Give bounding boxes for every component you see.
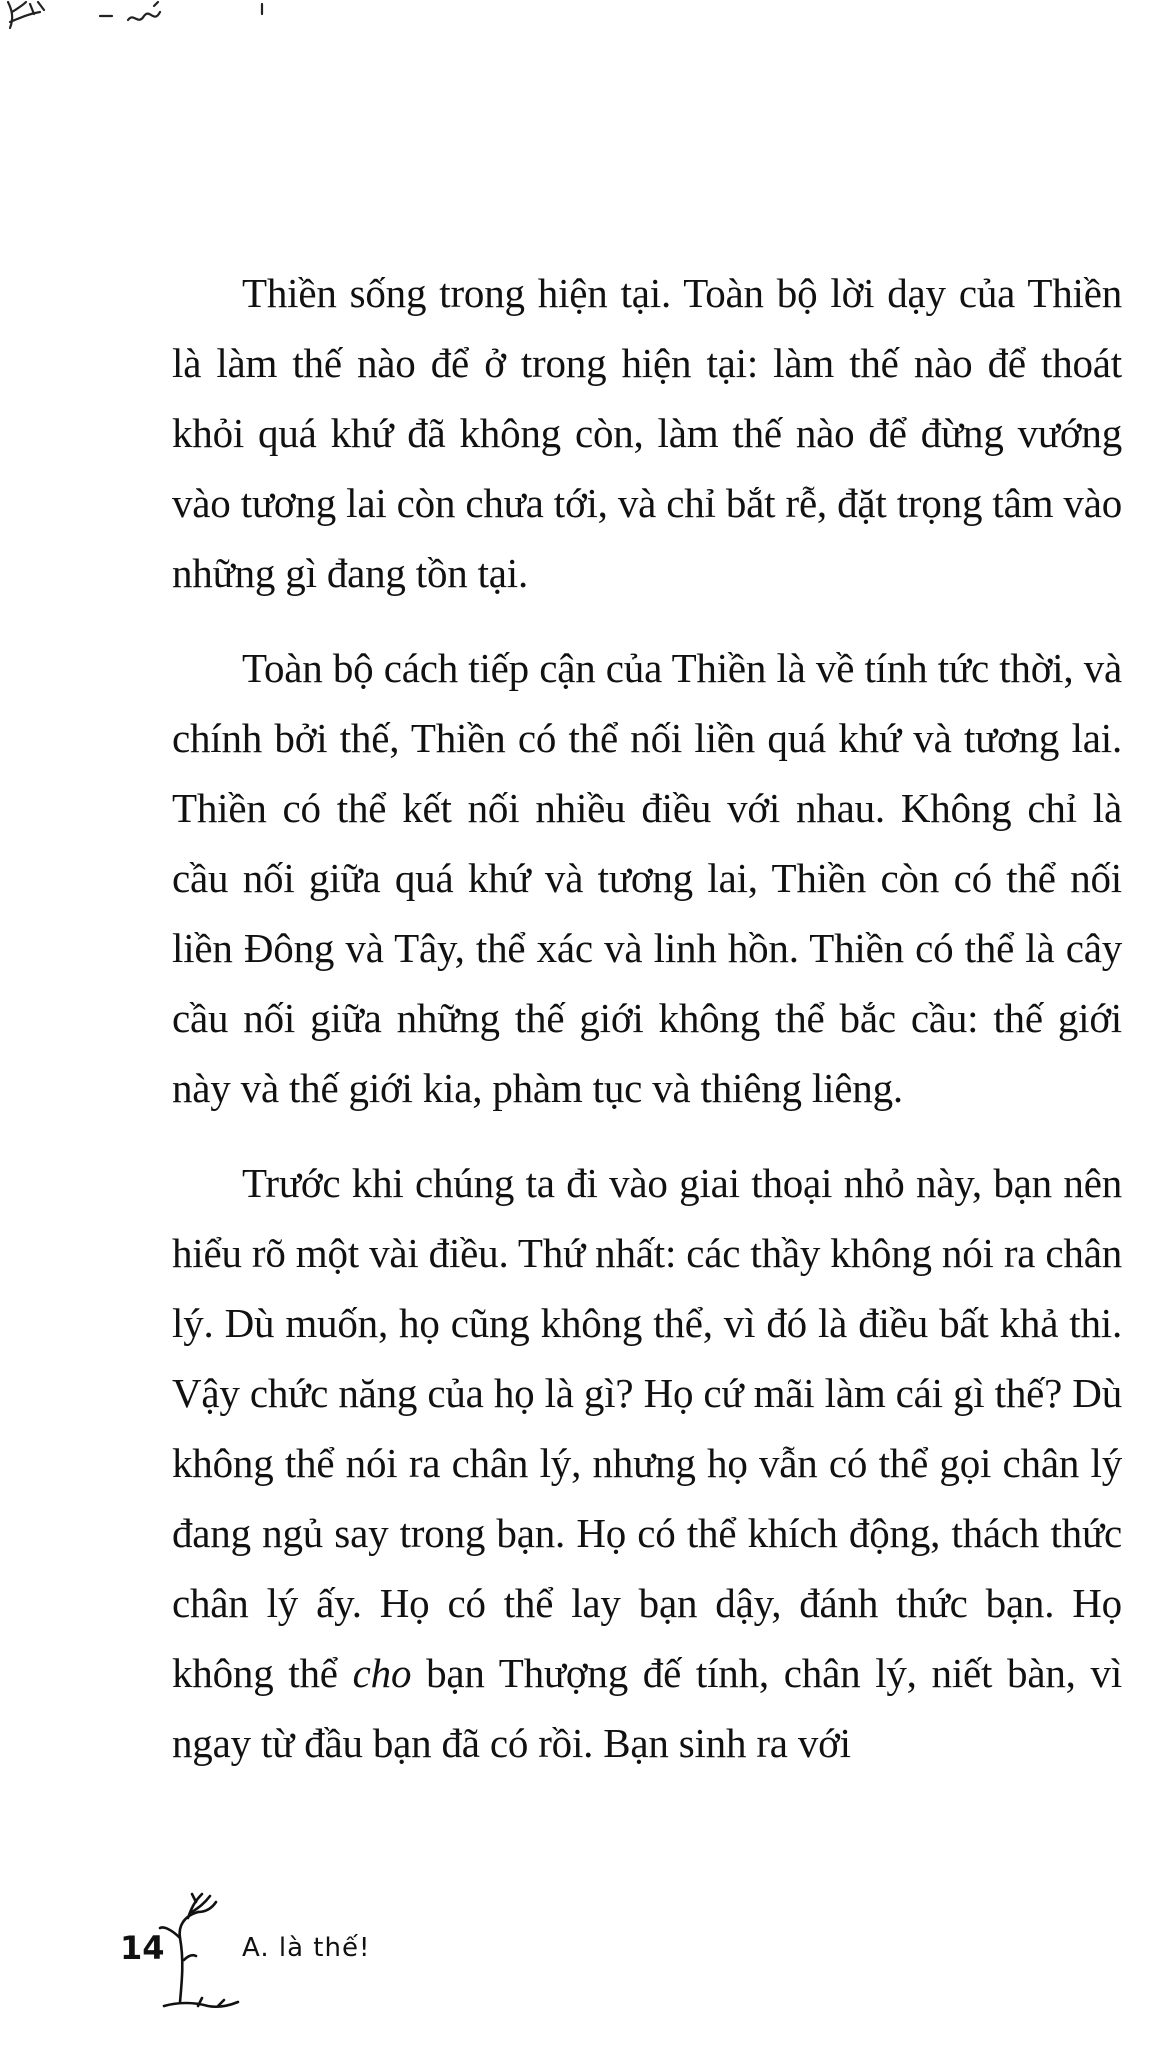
page-footer (120, 1890, 620, 2010)
paragraph: Toàn bộ cách tiếp cận của Thiền là về tính tức thời, và chính bởi thế, Thiền có thể nối liền quá khứ và tương lai. Thiền có thể kết nối nhiều điều với nhau. Không chỉ là cầu nối giữa quá khứ và tương lai, Thiền còn có thể nối liền Đông và Tây, thể xác và linh hồn. Thiền có thể là cây cầu nối giữa những thế giới không thể bắc cầu: thế giới này và thế giới kia, phàm tục và thiêng liêng. (172, 645, 1122, 1111)
paragraph: Thiền sống trong hiện tại. Toàn bộ lời dạy của Thiền là làm thế nào để ở trong hiện tại: làm thế nào để thoát khỏi quá khứ đã không còn, làm thế nào để đừng vướng vào tương lai còn chưa tới, và chỉ bắt rễ, đặt trọng tâm vào những gì đang tồn tại. (172, 270, 1122, 596)
book-title: A. là thế! (242, 1933, 371, 1963)
emphasis-word: cho (352, 1650, 412, 1696)
branch-ornament-icon (0, 0, 320, 50)
page-number: 14 (120, 1929, 165, 1967)
body-text (172, 258, 1122, 1803)
paragraph: Trước khi chúng ta đi vào giai thoại nhỏ này, bạn nên hiểu rõ một vài điều. Thứ nhất: các thầy không nói ra chân lý. Dù muốn, họ cũng không thể, vì đó là điều bất khả thi. Vậy chức năng của họ là gì? Họ cứ mãi làm cái gì thế? Dù không thể nói ra chân lý, nhưng họ vẫn có thể gọi chân lý đang ngủ say trong bạn. Họ có thể khích động, thách thức chân lý ấy. Họ có thể lay bạn dậy, đánh thức bạn. Họ không thể cho bạn Thượng đế tính, chân lý, niết bàn, vì ngay từ đầu bạn đã có rồi. Bạn sinh ra với (172, 1160, 1123, 1766)
